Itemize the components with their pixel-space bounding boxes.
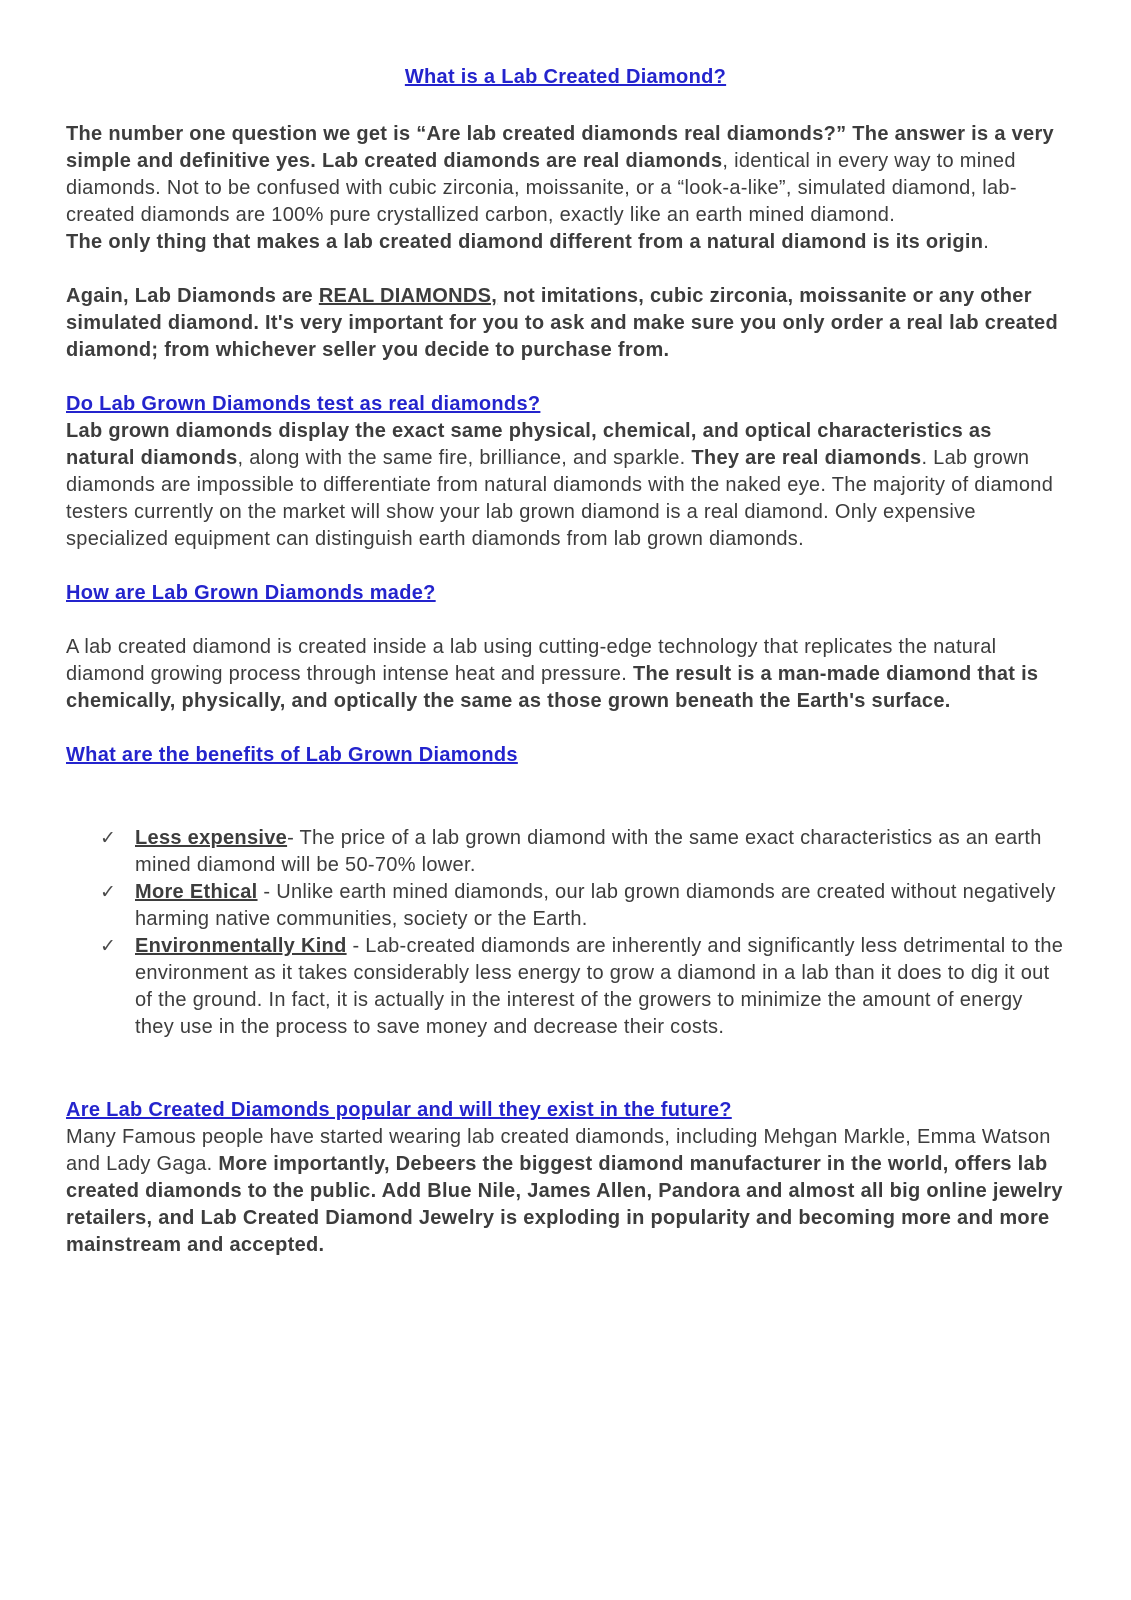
real-diamonds-paragraph: Again, Lab Diamonds are REAL DIAMONDS, not imitations, cubic zirconia, moissanite or any other simulated diamond. It's very important for you to ask and make sure you only order a real lab created diamond; from whichever seller you decide to purchase from. (66, 285, 1058, 361)
benefit-more-ethical: More Ethical - Unlike earth mined diamonds, our lab grown diamonds are created without negatively harming native communities, society or the Earth. (135, 881, 1056, 930)
section-heading-benefits-link[interactable]: What are the benefits of Lab Grown Diamonds (66, 744, 518, 766)
benefit-less-expensive: Less expensive- The price of a lab grown diamond with the same exact characteristics as an earth mined diamond will be 50-70% lower. (135, 827, 1042, 876)
check-icon: ✓ (100, 936, 117, 957)
page-title-link[interactable]: What is a Lab Created Diamond? (404, 66, 727, 88)
section-heading-future-link[interactable]: Are Lab Created Diamonds popular and will they exist in the future? (66, 1099, 732, 1121)
document-content (66, 64, 1065, 1259)
benefit-environmentally-kind: Environmentally Kind - Lab-created diamonds are inherently and significantly less detrimental to the environment as it takes considerably less energy to grow a diamond in a lab than it does to dig it out of the ground. In fact, it is actually in the interest of the growers to minimize the amount of energy they use in the process to save money and decrease their costs. (135, 935, 1064, 1038)
list-item (100, 825, 1065, 879)
section-heading-test-link[interactable]: Do Lab Grown Diamonds test as real diamonds? (66, 393, 541, 415)
made-paragraph: A lab created diamond is created inside a lab using cutting-edge technology that replicates the natural diamond growing process through intense heat and pressure. The result is a man-made diamond that is chemically, physically, and optically the same as those grown beneath the Earth's surface. (66, 636, 1039, 712)
intro-origin-paragraph: The only thing that makes a lab created diamond different from a natural diamond is its origin. (66, 231, 990, 253)
benefits-list (66, 825, 1065, 1041)
intro-paragraph: The number one question we get is “Are lab created diamonds real diamonds?” The answer is a very simple and definitive yes. Lab created diamonds are real diamonds, identical in every way to mined diamonds. Not to be confused with cubic zirconia, moissanite, or a “look-a-like”, simulated diamond, lab-created diamonds are 100% pure crystallized carbon, exactly like an earth mined diamond. (66, 123, 1054, 226)
list-item (100, 933, 1065, 1041)
test-paragraph: Lab grown diamonds display the exact same physical, chemical, and optical characteristics as natural diamonds, along with the same fire, brilliance, and sparkle. They are real diamonds. Lab grown diamonds are impossible to differentiate from natural diamonds with the naked eye. The majority of diamond testers currently on the market will show your lab grown diamond is a real diamond. Only expensive specialized equipment can distinguish earth diamonds from lab grown diamonds. (66, 420, 1054, 550)
check-icon: ✓ (100, 828, 117, 849)
future-paragraph: Many Famous people have started wearing lab created diamonds, including Mehgan Markle, Emma Watson and Lady Gaga. More importantly, Debeers the biggest diamond manufacturer in the world, offers lab created diamonds to the public. Add Blue Nile, James Allen, Pandora and almost all big online jewelry retailers, and Lab Created Diamond Jewelry is exploding in popularity and becoming more and more mainstream and accepted. (66, 1126, 1063, 1256)
section-heading-made-link[interactable]: How are Lab Grown Diamonds made? (66, 582, 436, 604)
list-item (100, 879, 1065, 933)
check-icon: ✓ (100, 882, 117, 903)
